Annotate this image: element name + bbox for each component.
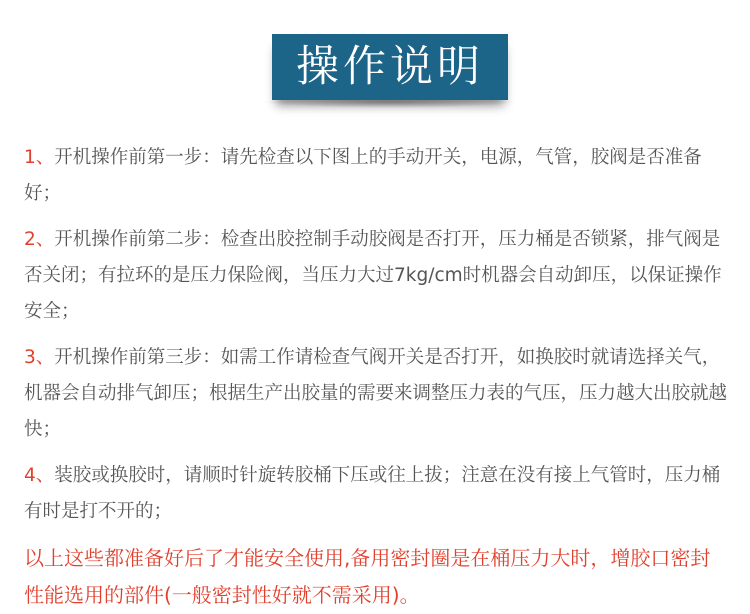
step-text: 开机操作前第一步：请先检查以下图上的手动开关，电源，气管，胶阀是否准备好； xyxy=(24,147,702,204)
note: 以上这些都准备好后了才能安全使用,备用密封圈是在桶压力大时，增胶口密封性能选用的部件(一般密封性好就不需采用)。 xyxy=(24,546,711,607)
step-3 xyxy=(24,340,730,448)
step-1 xyxy=(24,140,730,212)
step-text: 开机操作前第二步：检查出胶控制手动胶阀是否打开，压力桶是否锁紧，排气阀是否关闭；有拉环的是压力保险阀，当压力大过7kg/cm时机器会自动卸压，以保证操作安全； xyxy=(24,229,722,322)
step-text: 装胶或换胶时，请顺时针旋转胶桶下压或往上拔；注意在没有接上气管时，压力桶有时是打不开的； xyxy=(24,465,721,522)
step-number: 4、 xyxy=(24,465,55,486)
step-number: 3、 xyxy=(24,347,55,368)
step-2 xyxy=(24,222,730,330)
step-number: 2、 xyxy=(24,229,55,250)
step-text: 开机操作前第三步：如需工作请检查气阀开关是否打开，如换胶时就请选择关气，机器会自动排气卸压；根据生产出胶量的需要来调整压力表的气压，压力越大出胶就越快； xyxy=(24,347,728,440)
instructions xyxy=(24,140,730,614)
step-4 xyxy=(24,458,730,530)
title-area xyxy=(0,0,750,120)
page-title: 操作说明 xyxy=(272,34,508,100)
step-number: 1、 xyxy=(24,147,55,168)
